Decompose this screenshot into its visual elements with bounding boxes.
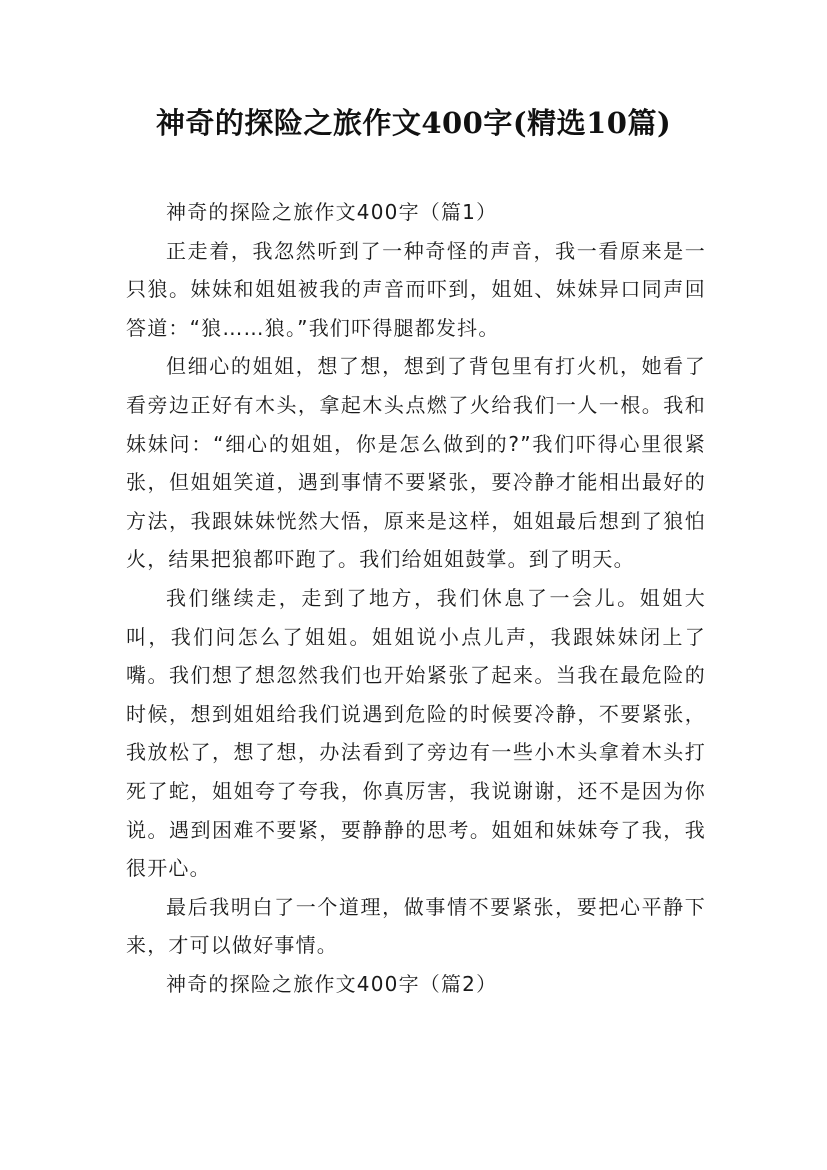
section-heading-1: 神奇的探险之旅作文400字（篇1） — [166, 200, 498, 224]
paragraph-3: 我们继续走，走到了地方，我们休息了一会儿。姐姐大叫，我们问怎么了姐姐。姐姐说小点儿声，我跟妹妹闭上了嘴。我们想了想忽然我们也开始紧张了起来。当我在最危险的时候，想到姐姐给我们说遇到危险的时候要冷静，不要紧张，我放松了，想了想，办法看到了旁边有一些小木头拿着木头打死了蛇，姐姐夸了夸我，你真厉害，我说谢谢，还不是因为你说。遇到困难不要紧，要静静的思考。姐姐和妹妹夸了我，我很开心。 — [126, 585, 706, 881]
document-title: 神奇的探险之旅作文400字(精选10篇) — [155, 106, 672, 140]
paragraph-2: 但细心的姐姐，想了想，想到了背包里有打火机，她看了看旁边正好有木头，拿起木头点燃了火给我们一人一根。我和妹妹问：“细心的姐姐，你是怎么做到的?”我们吓得心里很紧张，但姐姐笑道，遇到事情不要紧张，要冷静才能相出最好的方法，我跟妹妹恍然大悟，原来是这样，姐姐最后想到了狼怕火，结果把狼都吓跑了。我们给姐姐鼓掌。到了明天。 — [126, 354, 706, 572]
paragraph-4: 最后我明白了一个道理，做事情不要紧张，要把心平静下来，才可以做好事情。 — [126, 894, 706, 958]
document-body — [126, 193, 706, 1003]
section-heading-2: 神奇的探险之旅作文400字（篇2） — [166, 971, 498, 996]
paragraph-1: 正走着，我忽然听到了一种奇怪的声音，我一看原来是一只狼。妹妹和姐姐被我的声音而吓到，姐姐、妹妹异口同声回答道：“狼……狼。”我们吓得腿都发抖。 — [126, 238, 706, 340]
